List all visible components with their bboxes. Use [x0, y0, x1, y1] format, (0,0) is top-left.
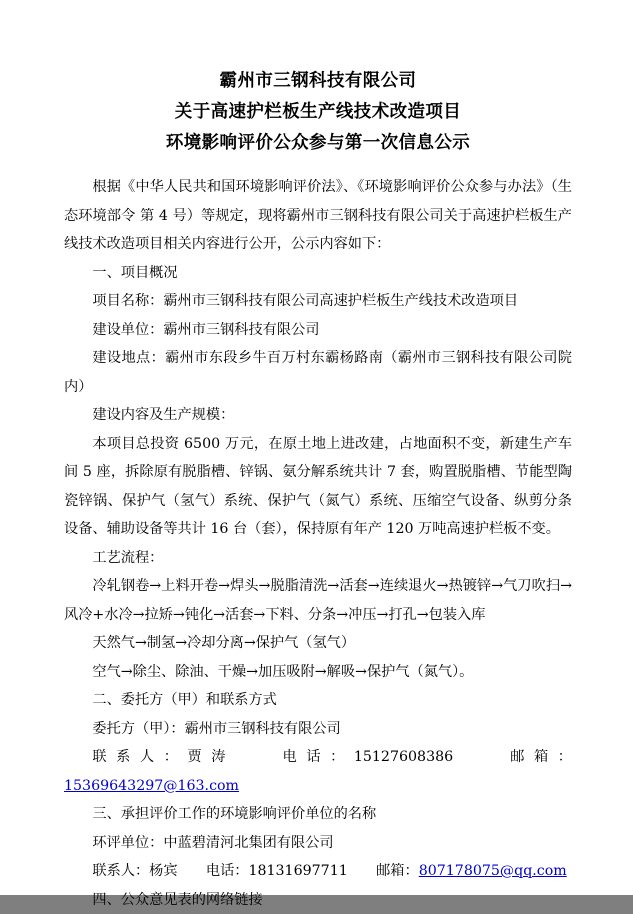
- heading-content-scale: 建设内容及生产规模：: [64, 401, 572, 430]
- contact-1-text: 联系人：贾涛 电话：15127608386 邮箱：: [92, 749, 572, 765]
- contact-2-email-link[interactable]: 807178075@qq.com: [419, 863, 567, 879]
- paragraph-construction-unit: 建设单位：霸州市三钢科技有限公司: [64, 316, 572, 345]
- document-title-line-1: 霸州市三钢科技有限公司: [64, 66, 572, 97]
- contact-2-text: 联系人：杨宾 电话：18131697711 邮箱：: [92, 863, 418, 879]
- paragraph-project-name: 项目名称：霸州市三钢科技有限公司高速护栏板生产线技术改造项目: [64, 287, 572, 316]
- paragraph-process-line-3: 空气→除尘、除油、干燥→加压吸附→解吸→保护气（氮气）。: [64, 658, 572, 687]
- document-title-line-2: 关于高速护栏板生产线技术改造项目: [64, 97, 572, 128]
- paragraph-eia-unit: 环评单位：中蓝碧清河北集团有限公司: [64, 829, 572, 858]
- paragraph-contact-2: [64, 857, 572, 886]
- page-content-area: [64, 38, 572, 858]
- heading-section-3: 三、承担评价工作的环境影响评价单位的名称: [64, 800, 572, 829]
- document-title-line-3: 环境影响评价公众参与第一次信息公示: [64, 128, 572, 159]
- paragraph-intro: 根据《中华人民共和国环境影响评价法》、《环境影响评价公众参与办法》（生态环境部令 第 4 号）等规定，现将霸州市三钢科技有限公司关于高速护栏板生产线技术改造项目相关内容进行公开，公示内容如下：: [64, 173, 572, 259]
- heading-section-4: 四、公众意见表的网络链接: [64, 886, 572, 914]
- paragraph-construction-site: 建设地点：霸州市东段乡牛百万村东霸杨路南（霸州市三钢科技有限公司院内）: [64, 344, 572, 401]
- heading-section-1: 一、项目概况: [64, 259, 572, 288]
- paragraph-process-line-2: 天然气→制氢→冷却分离→保护气（氢气）: [64, 629, 572, 658]
- paragraph-contact-1: [64, 743, 572, 800]
- contact-1-email-link[interactable]: 15369643297@163.com: [64, 778, 239, 794]
- heading-section-2: 二、委托方（甲）和联系方式: [64, 686, 572, 715]
- paragraph-content-scale: 本项目总投资 6500 万元，在原土地上进改建，占地面积不变，新建生产车间 5 座，拆除原有脱脂槽、锌锅、氨分解系统共计 7 套，购置脱脂槽、节能型陶瓷锌锅、保护气（氢气）系统、保护气（氮气）系统、压缩空气设备、纵剪分条设备、辅助设备等共计 16 台（套），保持原有年产 120 万吨高速护栏板不变。: [64, 430, 572, 544]
- document-title-block: [64, 66, 572, 159]
- paragraph-process-line-1: 冷轧钢卷→上料开卷→焊头→脱脂清洗→活套→连续退火→热镀锌→气刀吹扫→风冷+水冷→拉矫→钝化→活套→下料、分条→冲压→打孔→包装入库: [64, 572, 572, 629]
- heading-process-flow: 工艺流程：: [64, 544, 572, 573]
- paragraph-client: 委托方（甲）：霸州市三钢科技有限公司: [64, 715, 572, 744]
- document-body: [64, 173, 572, 914]
